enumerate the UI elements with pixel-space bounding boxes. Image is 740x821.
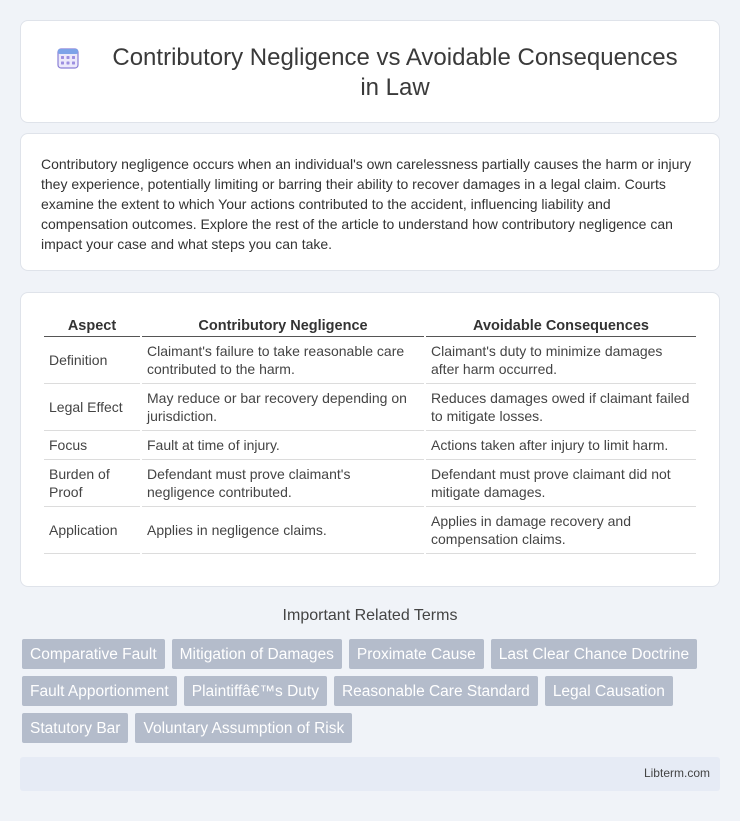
related-terms-heading: Important Related Terms [282,607,458,624]
table-header-row [44,315,696,337]
column-header-avoidable-consequences: Avoidable Consequences [426,315,696,337]
table-cell-aspect: Application [44,507,140,554]
table-cell-aspect: Legal Effect [44,384,140,431]
page-title: Contributory Negligence vs Avoidable Consequences in Law [112,44,678,101]
header-card [20,20,720,123]
table-row [44,460,696,507]
table-cell-avoidable: Claimant's duty to minimize damages after harm occurred. [426,337,696,384]
tag-mitigation-of-damages[interactable]: Mitigation of Damages [172,639,342,669]
column-header-contributory-negligence: Contributory Negligence [142,315,424,337]
tag-fault-apportionment[interactable]: Fault Apportionment [22,676,177,706]
intro-paragraph: Contributory negligence occurs when an individual's own carelessness partially causes the harm or injury they experience, potentially limiting or barring their ability to recover damages in a legal claim. Courts examine the extent to which Your actions contributed to the accident, influencing liability and compensation outcomes. Explore the rest of the article to understand how contributory negligence can impact your case and what steps you can take. [41,156,692,252]
table-cell-aspect: Focus [44,431,140,460]
footer-brand-link[interactable]: Libterm.com [643,766,710,780]
tag-statutory-bar[interactable]: Statutory Bar [22,713,128,743]
tag-comparative-fault[interactable]: Comparative Fault [22,639,165,669]
tag-voluntary-assumption-of-risk[interactable]: Voluntary Assumption of Risk [135,713,352,743]
tag-plaintiffs-duty[interactable]: Plaintiffâ€™s Duty [184,676,327,706]
table-row [44,507,696,554]
title-wrap [21,43,719,103]
table-cell-aspect: Burden of Proof [44,460,140,507]
footer [20,757,720,791]
table-cell-aspect: Definition [44,337,140,384]
table-cell-contributory: Claimant's failure to take reasonable care contributed to the harm. [142,337,424,384]
tag-proximate-cause[interactable]: Proximate Cause [349,639,484,669]
table-cell-avoidable: Reduces damages owed if claimant failed to mitigate losses. [426,384,696,431]
tag-row [22,639,722,669]
column-header-aspect: Aspect [44,315,140,337]
tag-row [22,713,722,743]
tag-last-clear-chance-doctrine[interactable]: Last Clear Chance Doctrine [491,639,697,669]
tag-reasonable-care-standard[interactable]: Reasonable Care Standard [334,676,538,706]
table-cell-contributory: Fault at time of injury. [142,431,424,460]
intro-card [20,133,720,271]
comparison-table [42,315,698,554]
table-row [44,431,696,460]
table-cell-avoidable: Applies in damage recovery and compensation claims. [426,507,696,554]
table-cell-contributory: Defendant must prove claimant's negligence contributed. [142,460,424,507]
table-cell-avoidable: Defendant must prove claimant did not mitigate damages. [426,460,696,507]
comparison-table-card [20,292,720,587]
tag-legal-causation[interactable]: Legal Causation [545,676,673,706]
table-row [44,337,696,384]
tag-row [22,676,722,706]
table-cell-contributory: Applies in negligence claims. [142,507,424,554]
related-terms-list [22,639,722,750]
table-row [44,384,696,431]
table-cell-contributory: May reduce or bar recovery depending on jurisdiction. [142,384,424,431]
table-cell-avoidable: Actions taken after injury to limit harm. [426,431,696,460]
